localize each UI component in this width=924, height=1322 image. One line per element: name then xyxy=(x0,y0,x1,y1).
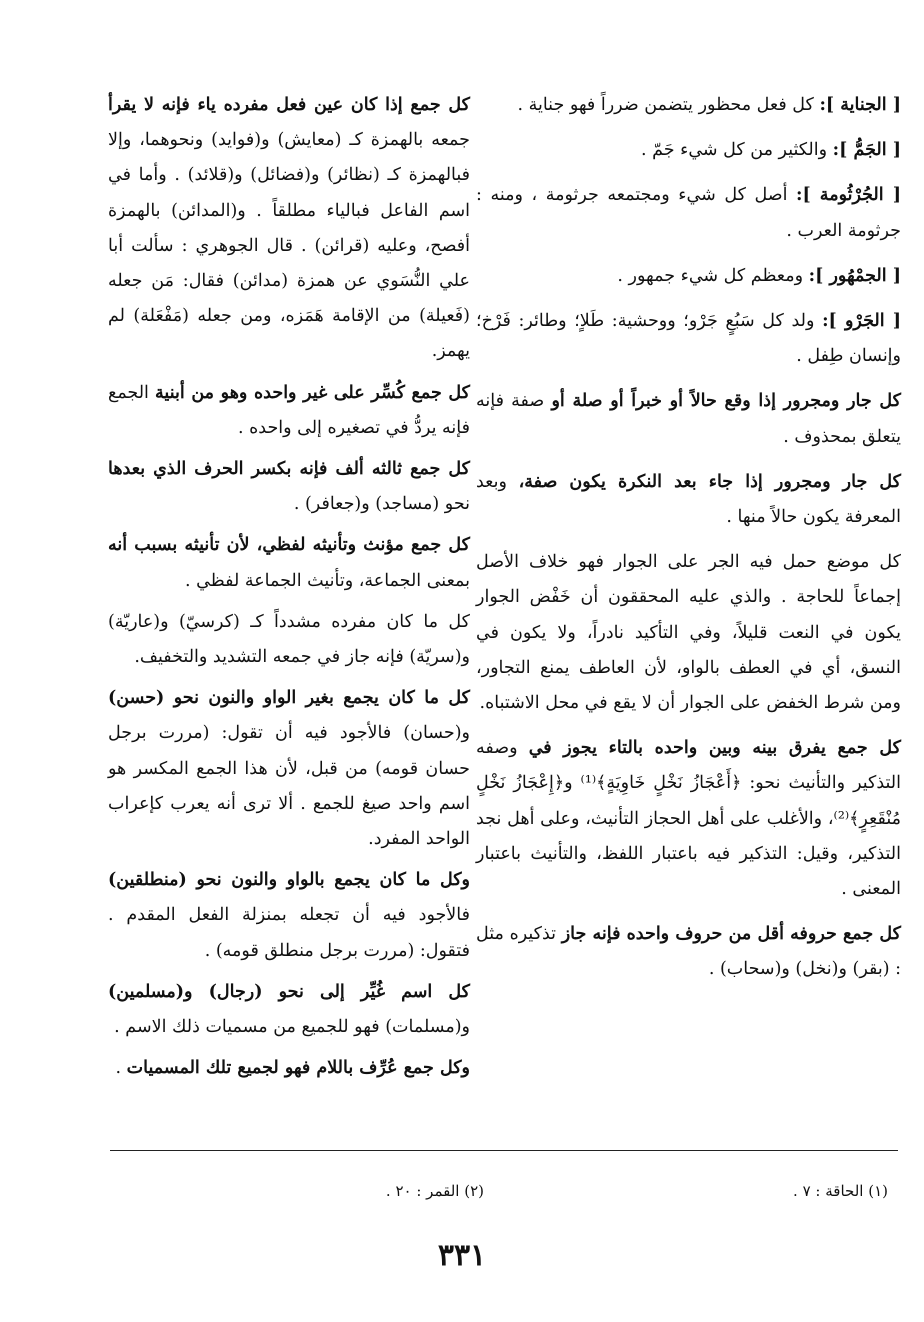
rule-text: وصفه التذكير والتأنيث نحو: ﴿أَعْجَازُ نَخْلٍ خَاوِيَةٍ﴾⁽¹⁾ و﴿إِعْجَازُ نَخْلٍ مُنْقَعِرٍ﴾⁽²⁾، والأغلب على أهل الحجاز التأنيث، وعلى أهل نجد التذكير، وقيل: التذكير فيه باعتبار اللفظ، والتأنيث باعتبار المعنى . xyxy=(476,738,902,900)
entry-jumhur xyxy=(476,259,901,294)
rule-text: كل موضع حمل فيه الجر على الجوار فهو خلاف الأصل إجماعاً للحاجة . والذي عليه المحققون أن خَفْض الجوار يكون في النعت قليلاً، وفي التأكيد نادراً، ولا يكون في النسق، أي في العطف بالواو، لأن العاطف يمنع التجاور، ومن شرط الخفض على الجوار أن لا يقع في محل الاشتباه. xyxy=(476,552,901,714)
entry-heading: [ الجُرْثُومة ]: xyxy=(795,185,901,206)
rule-mushaddad xyxy=(108,605,470,675)
footnote-2: (٢) القمر : ٢٠ . xyxy=(385,1182,484,1200)
rule-heading: كل جمع ثالثه ألف فإنه بكسر الحرف الذي بعدها xyxy=(108,459,470,480)
rule-heading: كل اسم غُيِّر إلى نحو (رجال) و(مسلمين) xyxy=(108,981,470,1002)
rule-text: . xyxy=(115,1058,127,1079)
rule-text: صفة فإنه يتعلق بمحذوف . xyxy=(476,391,901,447)
rule-heading: كل جمع حروفه أقل من حروف واحده فإنه جاز xyxy=(561,924,901,945)
entry-text: والكثير من كل شيء جَمّ . xyxy=(640,140,833,161)
rule-kussir xyxy=(108,376,470,446)
entry-jarw xyxy=(476,304,901,374)
entry-heading: [ الجَمُّ ]: xyxy=(832,140,901,161)
entry-heading: [ الجناية ]: xyxy=(819,95,901,115)
rule-text: بمعنى الجماعة، وتأنيث الجماعة لفظي . xyxy=(185,570,470,591)
entry-text: ولد كل سَبُعٍ جَرْو؛ ووحشية: طَلاٍ؛ وطائر: فَرْخ؛ وإنسان طِفل . xyxy=(476,311,901,367)
rule-thalith-alif xyxy=(108,452,470,522)
entry-text: أصل كل شيء ومجتمعه جرثومة ، ومنه : جرثومة العرب . xyxy=(476,185,901,241)
rule-jar-jiwar xyxy=(476,545,901,721)
right-column xyxy=(476,88,901,998)
rule-text: جمعه بالهمزة كـ (معايش) و(فوايد) ونحوهما، وإلا فبالهمزة كـ (نظائر) و(فضائل) و(قلائد) . وأما في اسم الفاعل فبالياء مطلقاً . و(المدائن) بالهمزة أفصح، وعليه (قرائن) . قال الجوهري : سألت أبا علي النُّسَوي عن همزة (مدائن) فقال: مَن جعله (فَعيلة) من الإقامة هَمَزه، ومن جعله (مَفْعَلة) لم يهمز. xyxy=(108,130,470,362)
entry-jurthuma xyxy=(476,178,901,248)
rule-heading: كل جمع إذا كان عين فعل مفرده ياء فإنه لا يقرأ xyxy=(108,95,470,115)
rule-text: و(حسان) فالأجود فيه أن تقول: (مررت برجل حسان قومه) من قبل، لأن هذا الجمع المكسر هو اسم واحد صيغ للجمع . ألا ترى أنه يعرب كإعراب الواحد المفرد. xyxy=(108,723,470,850)
rule-bighayr-waw xyxy=(108,681,470,857)
rule-heading: كل جمع يفرق بينه وبين واحده بالتاء يجوز في xyxy=(528,738,901,759)
rule-text: وبعد المعرفة يكون حالاً منها . xyxy=(476,471,901,528)
rule-jam-huruf xyxy=(476,917,901,987)
footnote-divider xyxy=(110,1150,898,1151)
left-column xyxy=(108,88,470,1092)
page-number: ٣٣١ xyxy=(437,1238,487,1273)
rule-jar-majrur-2 xyxy=(476,465,901,535)
rule-jam-taa xyxy=(476,731,901,907)
entry-text: كل فعل محظور يتضمن ضرراً فهو جناية . xyxy=(517,95,820,115)
rule-text: الجمع فإنه يردُّ في تصغيره إلى واحده . xyxy=(108,382,470,438)
rule-heading: كل جار ومجرور إذا جاء بعد النكرة يكون صفة، xyxy=(518,471,902,492)
rule-heading: كل جمع مؤنث وتأنيثه لفظي، لأن تأنيثه بسبب أنه xyxy=(108,535,470,556)
rule-heading: كل ما كان يجمع بغير الواو والنون نحو (حسن) xyxy=(108,688,470,709)
rule-text: نحو (مساجد) و(جعافر) . xyxy=(293,494,470,515)
rule-heading: كل جار ومجرور إذا وقع حالاً أو خبراً أو صلة أو xyxy=(551,391,901,412)
rule-text: تذكيره مثل : (بقر) و(نخل) و(سحاب) . xyxy=(476,924,901,980)
rule-ayn-yaa xyxy=(108,88,470,370)
rule-heading: وكل جمع عُرِّف باللام فهو لجميع تلك المسميات xyxy=(126,1058,470,1079)
rule-text: فالأجود فيه أن تجعله بمنزلة الفعل المقدم . فتقول: (مررت برجل منطلق قومه) . xyxy=(108,905,470,961)
entry-heading: [ الجمْهُور ]: xyxy=(808,265,901,286)
footnote-1: (١) الحاقة : ٧ . xyxy=(793,1182,888,1200)
rule-text: كل ما كان مفرده مشدداً كـ (كرسيّ) و(عاريّة) و(سريّة) فإنه جاز في جمعه التشديد والتخفيف. xyxy=(108,611,470,668)
rule-jar-majrur-1 xyxy=(476,384,901,454)
rule-text: و(مسلمات) فهو للجميع من مسميات ذلك الاسم . xyxy=(114,1017,470,1038)
rule-muannath xyxy=(108,528,470,598)
rule-heading: كل جمع كُسِّر على غير واحده وهو من أبنية xyxy=(155,382,470,403)
rule-bil-waw xyxy=(108,863,470,969)
entry-jinaya xyxy=(476,88,901,123)
entry-jamm xyxy=(476,133,901,168)
entry-heading: [ الجَرْو ]: xyxy=(822,311,901,332)
rule-ism-ghuyyir xyxy=(108,975,470,1045)
rule-urrif xyxy=(108,1051,470,1086)
rule-heading: وكل ما كان يجمع بالواو والنون نحو (منطلقين) xyxy=(108,870,470,891)
entry-text: ومعظم كل شيء جمهور . xyxy=(617,265,809,286)
